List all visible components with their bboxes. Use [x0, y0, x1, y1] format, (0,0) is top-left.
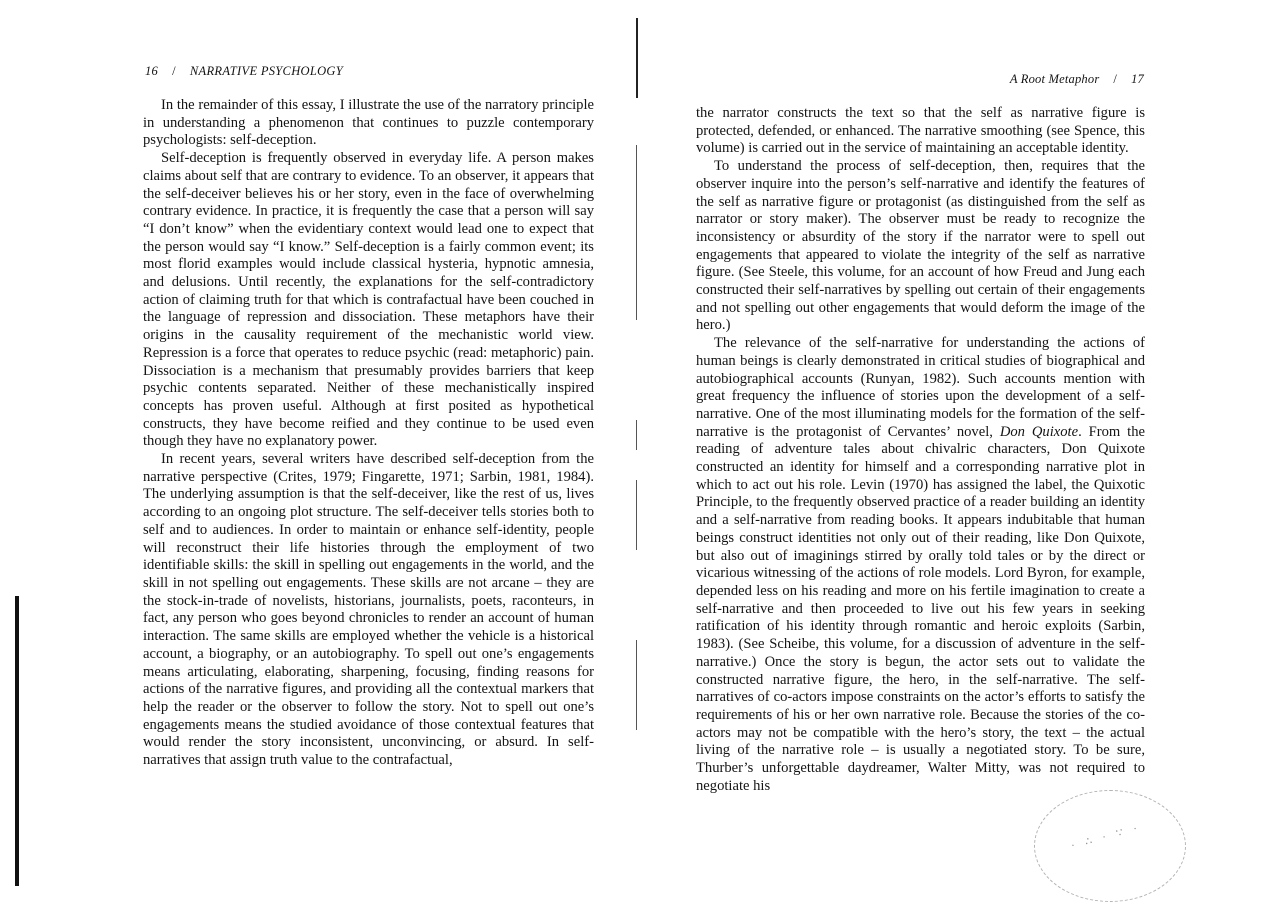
right-running-title: A Root Metaphor — [1009, 72, 1100, 86]
left-running-title: NARRATIVE PSYCHOLOGY — [189, 64, 344, 78]
right-running-head — [1010, 72, 1144, 87]
right-paragraph-3 — [696, 335, 1145, 795]
left-paragraph-2: Self-deception is frequently observed in everyday life. A person makes claims about self that are contrary to evidence. To an observer, it appears that the self-deceiver believes his or her story, even in the face of overwhelming contrary evidence. In practice, it is frequently the case that a person will say “I don’t know” when the evidentiary context would lead one to expect that the person would say “I know.” Self-deception is a fairly common event; its most florid examples would include classical hysteria, hypnotic amnesia, and delusions. Until recently, the explanations for the self-contradictory action of claiming truth for that which is contrafactual have been couched in the language of repression and dissociation. These metaphors have their origins in the causality requirement of the mechanistic world view. Repression is a force that operates to reduce psychic (read: metaphoric) pain. Dissociation is a mechanism that presumably provides barriers that keep psychic contents separated. Neither of these mechanistically inspired concepts has proven useful. Although at first posited as hypothetical constructs, they have become reified and they continue to be used even though they have no explanatory power. — [143, 150, 594, 450]
left-running-head — [145, 64, 343, 79]
right-header-separator: / — [1113, 72, 1118, 86]
left-page — [0, 0, 630, 894]
right-paragraph-3-start: The relevance of the self-narrative for understanding the actions of human beings is clearly demonstrated in critical studies of biographical and autobiographical accounts (Runyan, 1982). Such accounts mention with great frequency the influence of stories upon the development of a self-narrative. One of the most illuminating models for the formation of the self-narrative is the protagonist of Cervantes’ novel, — [696, 335, 1145, 440]
scan-edge-bar — [15, 596, 19, 886]
left-paragraph-3: In recent years, several writers have described self-deception from the narrative perspective (Crites, 1979; Fingarette, 1971; Sarbin, 1981, 1984). The underlying assumption is that the self-deceiver, like the rest of us, lives according to an ongoing plot structure. The self-deceiver tells stories both to self and to audiences. In order to maintain or enhance self-identity, people will reconstruct their life histories through the employment of two identifiable skills: the skill in spelling out engagements in the world, and the skill in not spelling out engagements. These skills are not arcane – they are the stock-in-trade of novelists, historians, journalists, poets, raconteurs, in fact, any person who goes beyond chronicles to render an account of human interaction. The same skills are employed whether the vehicle is a historical account, a biography, or an autobiography. To spell out one’s engagements means articulating, elaborating, sharpening, focusing, finding reasons for actions of the narrative figures, and providing all the contextual markers that help the reader or the observer to follow the story. Not to spell out one’s engagements means the studied avoidance of those contextual features that would render the story inconsistent, unconvincing, or absurd. In self-narratives that assign truth value to the contrafactual, — [143, 451, 594, 769]
left-header-separator: / — [172, 64, 176, 78]
right-paragraph-continuation: the narrator constructs the text so that the self as narrative figure is protected, defended, or enhanced. The narrative smoothing (see Spence, this volume) is carried out in the service of maintaining an acceptable identity. — [696, 105, 1145, 157]
left-paragraph-1: In the remainder of this essay, I illustrate the use of the narratory principle in understanding a phenomenon that continues to puzzle contemporary psychologists: self-deception. — [143, 97, 594, 149]
left-page-number: 16 — [145, 64, 159, 78]
right-paragraph-2: To understand the process of self-deception, then, requires that the observer inquire into the person’s self-narrative and identify the features of the self as narrative figure or protagonist (as distinguished from the self as narrator or story maker). The observer must be ready to recognize the inconsistency or absurdity of the story if the narrator were to spell out engagements that appeared to violate the integrity of the self as narrative figure. (See Steele, this volume, for an account of how Freud and Jung each constructed their self-narratives by spelling out certain of their engagements and not spelling out other engagements that would deform the image of the hero.) — [696, 158, 1145, 334]
right-page — [636, 0, 1262, 894]
library-stamp-marks: · ∴ · ∵ · — [1069, 821, 1143, 853]
left-text-column — [143, 97, 594, 770]
novel-title: Don Quixote — [999, 423, 1079, 440]
right-page-number: 17 — [1131, 72, 1144, 86]
right-paragraph-3-end: . From the reading of adventure tales about chivalric characters, Don Quixote constructed an identity for himself and a corresponding narrative plot in which to act out his role. Levin (1970) has assigned the label, the Quixotic Principle, to the frequently observed practice of a reader building an identity and a self-narrative from reading books. It appears indubitable that human beings construct identities not only out of their reading, like Don Quixote, but also out of imaginings stirred by orally told tales or by the direct or vicarious witnessing of the actions of role models. Lord Byron, for example, depended less on his reading and more on his fertile imagination to create a self-narrative and then proceeded to live out his few years in seeking ratification of his identity through romantic and heroic exploits (Sarbin, 1983). (See Scheibe, this volume, for a discussion of adventure in the self-narrative.) Once the story is begun, the actor sets out to validate the constructed narrative figure, the hero, in the self-narrative. The self-narratives of co-actors impose constraints on the actor’s efforts to satisfy the requirements of his or her own narrative role. Because the stories of the co-actors may not be compatible with the hero’s story, the text – the actual living of the narrative role – is usually a negotiated story. To be sure, Thurber’s unforgettable daydreamer, Walter Mitty, was not required to negotiate his — [696, 423, 1145, 794]
right-text-column — [696, 105, 1145, 795]
library-stamp — [1034, 790, 1186, 902]
